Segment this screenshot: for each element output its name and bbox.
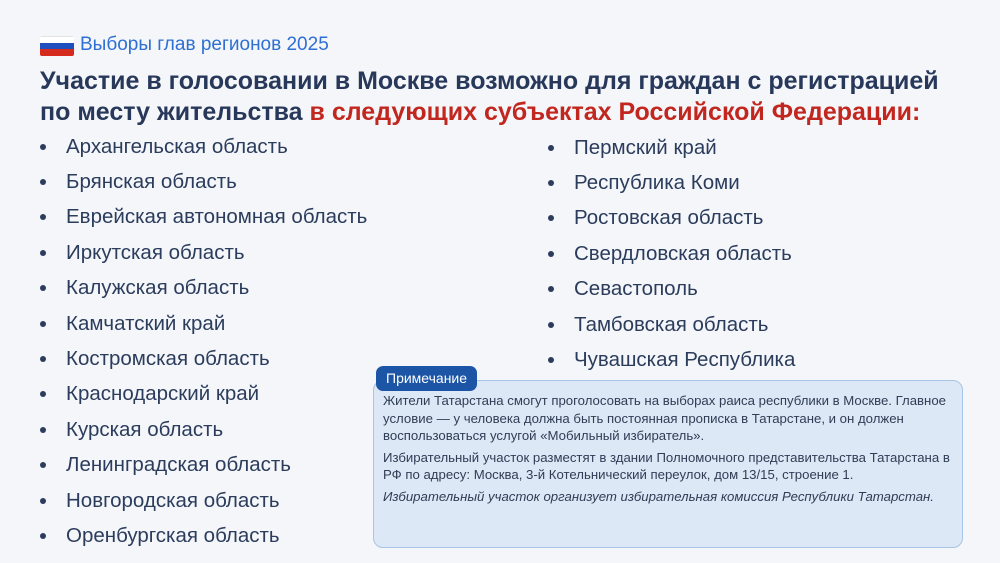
list-item: Иркутская область bbox=[40, 235, 367, 270]
list-item: Новгородская область bbox=[40, 483, 367, 518]
bullet-icon bbox=[548, 251, 554, 257]
list-item: Севастополь bbox=[548, 272, 795, 307]
list-item: Ленинградская область bbox=[40, 448, 367, 483]
title-highlight: в следующих субъектах Российской Федерации: bbox=[309, 98, 921, 126]
list-item: Архангельская область bbox=[40, 129, 367, 164]
bullet-icon bbox=[40, 462, 46, 468]
bullet-icon bbox=[40, 285, 46, 291]
bullet-icon bbox=[40, 321, 46, 327]
bullet-icon bbox=[40, 179, 46, 185]
list-item: Краснодарский край bbox=[40, 377, 367, 412]
list-item: Чувашская Республика bbox=[548, 342, 795, 377]
bullet-icon bbox=[40, 391, 46, 397]
list-item: Ростовская область bbox=[548, 201, 795, 236]
list-item: Республика Коми bbox=[548, 165, 795, 200]
list-item: Пермский край bbox=[548, 130, 795, 165]
bullet-icon bbox=[40, 533, 46, 539]
list-item: Брянская область bbox=[40, 164, 367, 199]
note-paragraph: Избирательный участок разместят в здании Полномочного представительства Татарстана в РФ по адресу: Москва, 3-й Котельнический переулок, дом 13/15, строение 1. bbox=[383, 449, 950, 482]
bullet-icon bbox=[40, 498, 46, 504]
note-body bbox=[383, 392, 959, 509]
bullet-icon bbox=[548, 145, 554, 151]
note-label: Примечание bbox=[376, 366, 477, 391]
note-paragraph: Жители Татарстана смогут проголосовать на выборах раиса республики в Москве. Главное условие — у человека должна быть постоянная прописка в Татарстане, и он должен воспользоваться услугой «Мобильный избиратель». bbox=[383, 393, 947, 443]
bullet-icon bbox=[548, 180, 554, 186]
list-item: Еврейская автономная область bbox=[40, 200, 367, 235]
bullet-icon bbox=[548, 322, 554, 328]
note-paragraph-italic: Избирательный участок организует избирательная комиссия Республики Татарстан. bbox=[383, 488, 934, 504]
list-item: Камчатский край bbox=[40, 306, 367, 341]
bullet-icon bbox=[40, 214, 46, 220]
list-item: Калужская область bbox=[40, 271, 367, 306]
list-item: Оренбургская область bbox=[40, 518, 367, 553]
list-item: Костромская область bbox=[40, 341, 367, 376]
bullet-icon bbox=[548, 286, 554, 292]
bullet-icon bbox=[40, 144, 46, 150]
russia-flag-icon bbox=[40, 36, 74, 56]
title-text: Участие в голосовании в Москве возможно для граждан с регистрацией по месту жительства bbox=[40, 67, 939, 126]
list-item: Свердловская область bbox=[548, 236, 795, 271]
list-item: Тамбовская область bbox=[548, 307, 795, 342]
bullet-icon bbox=[548, 215, 554, 221]
bullet-icon bbox=[40, 250, 46, 256]
page-title bbox=[40, 66, 970, 128]
bullet-icon bbox=[40, 427, 46, 433]
bullet-icon bbox=[40, 356, 46, 362]
series-label: Выборы глав регионов 2025 bbox=[80, 34, 329, 55]
list-item: Курская область bbox=[40, 412, 367, 447]
bullet-icon bbox=[548, 357, 554, 363]
regions-list-left bbox=[40, 129, 367, 554]
regions-list-right bbox=[548, 130, 795, 378]
